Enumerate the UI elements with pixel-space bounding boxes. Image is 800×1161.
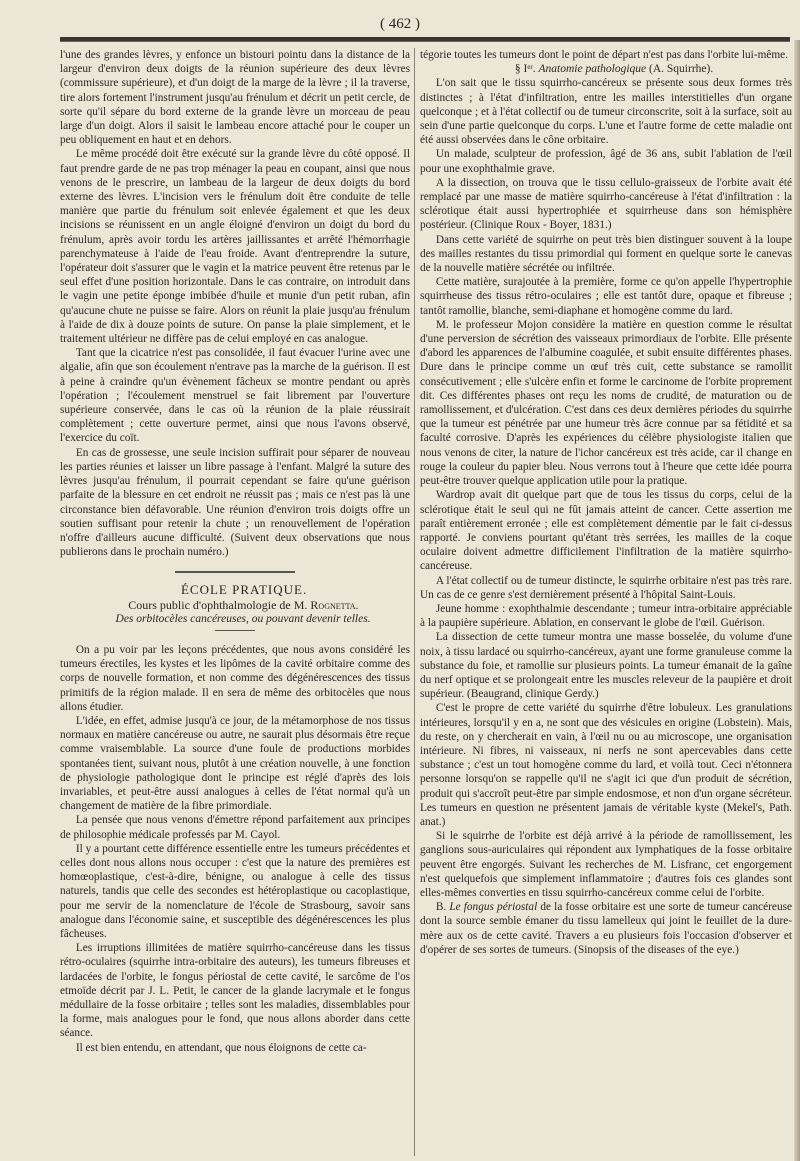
paragraph-title: Le fongus périostal	[449, 901, 538, 914]
paragraph	[420, 900, 792, 957]
column-divider	[414, 48, 415, 1156]
course-title	[60, 598, 410, 612]
subtitle-divider	[215, 630, 255, 631]
paragraph-body: de la fosse orbitaire est une sorte de tumeur cancéreuse dont la source semble émaner du tissu lamelleux qui joint le feuillet de la dure-mère aux os de cette cavité. Travers a eu plusieurs fois l'occasion d'observer et d'opérer de ses sortes de tumeurs. (Sinopsis of the diseases of the eye.)	[420, 901, 792, 956]
section-suffix: (A. Squirrhe).	[649, 63, 714, 76]
right-column	[420, 48, 792, 1156]
section-title	[420, 62, 792, 76]
paragraph: La dissection de cette tumeur montra une masse bosselée, du volume d'une noix, à tissu lardacé ou squirrho-cancéreux, ayant une forme granuleuse comme la substance du foie, et ramollie sur plusieurs points. La tumeur émanait de la gaîne du nerf optique et se prolongeait entre les muscles releveur de la paupière et droit supérieur. (Beaugrand, clinique Gerdy.)	[420, 631, 792, 701]
paragraph: Un malade, sculpteur de profession, âgé de 36 ans, subit l'ablation de l'œil pour une exophthalmie grave.	[420, 148, 792, 175]
paragraph: C'est le propre de cette variété du squirrhe d'être lobuleux. Les granulations intérieures, lorsqu'il y en a, ne sont que des vésicules en origine (Lobstein). Mais, du reste, on y chercherait en vain, à l'œil nu ou au microscope, une organisation intérieure. Ni fibres, ni vaisseaux, ni nerfs ne sont apercevables dans cette substance ; c'est un tout homogène comme du lard, et voilà tout. Ceci n'étonnera personne lorsqu'on se rappelle qu'il ne s'agit ici que d'un produit de sécrétion, produit qui s'accroît peut-être par simple endosmose, et non d'un organe sécréteur. Les tumeurs en question ne présentent jamais de véritable kyste (Mekel's, Path. anat.)	[420, 702, 792, 828]
page-edge	[794, 40, 800, 1161]
paragraph: L'on sait que le tissu squirrho-cancéreux se présente sous deux formes très distinctes ; à l'état d'infiltration, entre les mailles interstitielles d'un organe quelconque ; et à l'état collectif ou de tumeur circonscrite, soit à la surface, soit au sein d'une partie quelconque du corps. L'une et l'autre forme de cette maladie ont été aussi observées dans le cône orbitaire.	[420, 77, 792, 147]
paragraph: Les irruptions illimitées de matière squirrho-cancéreuse dans les tissus rétro-oculaires (squirrhe intra-orbitaire des auteurs), les tumeurs fibreuses et lardacées de l'orbite, le fongus périostal de cette cavité, le sarcôme de l'os etmoïde décrit par J. L. Petit, le cancer de la glande lacrymale et le fongus médullaire de la fosse orbitaire ; telles sont les maladies, dissemblables pour la forme, mais analogues pour le fond, que nous allons aborder dans cette séance.	[60, 942, 410, 1040]
section-divider	[175, 571, 295, 573]
paragraph: Jeune homme : exophthalmie descendante ; tumeur intra-orbitaire appréciable à la paupière supérieure. Ablation, en conservant le globe de l'œil. Guérison.	[420, 602, 792, 630]
section-heading: ÉCOLE PRATIQUE.	[180, 582, 308, 598]
course-author: Rognetta.	[310, 597, 359, 612]
paragraph: tégorie toutes les tumeurs dont le point de départ n'est pas dans l'orbite lui-même.	[420, 49, 788, 61]
paragraph: Tant que la cicatrice n'est pas consolidée, il faut évacuer l'urine avec une algalie, afin que son écoulement n'entrave pas la marche de la guérison. Il est à peine à craindre qu'un évènement fâcheux se montre pendant ou après l'opération ; l'écoulement menstruel se fait librement par l'ouverture supérieure conservée, dans le cas où la réunion de la plaie réussirait complètement ; cette ouverture permet, ainsi que nous l'avons observé, l'exercice du coït.	[60, 347, 410, 445]
paragraph-label: B.	[435, 901, 447, 914]
paragraph: Si le squirrhe de l'orbite est déjà arrivé à la période de ramollissement, les ganglions sous-auriculaires qui répondent aux lymphatiques de la fosse orbitaire peuvent être engorgés. Suivant les recherches de M. Lisfranc, cet engorgement n'est quelquefois que simplement inflammatoire ; d'autres fois ces glandes sont elles-mêmes converties en tissu squirrho-cancéreux comme celui de l'orbite.	[420, 830, 792, 899]
paragraph: Cette matière, surajoutée à la première, forme ce qu'on appelle l'hypertrophie squirrheuse des tissus rétro-oculaires ; elle est tantôt dure, opaque et fibreuse ; tantôt ramollie, blanche, semi-diaphane et homogène comme du lard.	[420, 276, 792, 317]
paragraph: A l'état collectif ou de tumeur distincte, le squirrhe orbitaire n'est pas très rare. Un cas de ce genre s'est dernièrement présenté à l'hôpital Saint-Louis.	[420, 574, 792, 601]
course-prefix: Cours public d'ophthalmologie de M.	[128, 597, 308, 612]
paragraph: M. le professeur Mojon considère la matière en question comme le résultat d'une perversion de sécrétion des vaisseaux primordiaux de l'orbite. Elle présente d'abord les apparences de l'albumine coagulée, et subit ensuite différentes phases. Dure dans le principe comme un œuf très cuit, cette substance se ramollit consécutivement ; elle s'ulcère enfin et forme le carcinome de l'orbite proprement dit. Ces différentes phases ont reçu les noms de crudité, de maturation ou de ramollissement, et d'ulcération. C'est dans ces deux dernières périodes du squirrhe que la tumeur est pénétrée par une humeur très âcre connue par sa fétidité et sa faculté corrosive. D'après les expériences du célèbre physiologiste italien que nous venons de citer, la nature de l'ichor cancéreux est très acide, car il change en rouge la couleur du papier bleu. Nous verrons tout à l'heure que cette idée pourra peut-être trouver quelque application utile pour la pratique.	[420, 318, 792, 488]
paragraph: A la dissection, on trouva que le tissu cellulo-graisseux de l'orbite avait été remplacé par une masse de matière squirrho-cancéreuse à l'état d'infiltration : la sclérotique était aussi hypertrophiée et squirrheuse dans son hémisphère postérieur. (Clinique Roux - Boyer, 1831.)	[420, 176, 792, 232]
paragraph: l'une des grandes lèvres, y enfonce un bistouri pointu dans la distance de la largeur d'environ deux doigts de la réunion supérieure des deux lèvres (commissure supérieure), et d'un doigt de la marge de la lèvre ; il la traverse, tire alors fortement l'instrument jusqu'au frénulum et décrit un petit cercle, de sorte qu'il sépare du bord externe de la grande lèvre un morceau de peau large d'un doigt. Alors il saisit le lambeau encore attaché pour le couper un peu obliquement en haut et en dehors.	[60, 49, 410, 147]
paragraph: L'idée, en effet, admise jusqu'à ce jour, de la métamorphose de nos tissus normaux en matière cancéreuse ou autre, ne saurait plus désormais être reçue comme vraisemblable. La source d'une foule de productions morbides spontanées tient, suivant nous, plutôt à une création nouvelle, à une fonction de physiologie pathologique dont le principe est réglé d'après des lois invariables, et peut-être aussi analogues à celles de l'état normal qu'à un changement de matière de la fibre primordiale.	[60, 714, 410, 813]
left-column	[60, 48, 410, 1156]
top-rule	[60, 37, 790, 42]
lecture-subtitle: Des orbitocèles cancéreuses, ou pouvant devenir telles.	[115, 612, 371, 625]
paragraph: Il y a pourtant cette différence essentielle entre les tumeurs précédentes et celles dont nous allons nous occuper : c'est que la nature des premières est homœoplastique, c'est-à-dire, bénigne, ou analogue à celle des tissus naturels, tandis que celle des secondes est hétéroplastique ou cacoplastique, pour me servir de la nomenclature de l'école de Strasbourg, savoir sans analogue dans l'économie saine, et susceptible des dégénérescences les plus fâcheuses.	[60, 842, 410, 940]
paragraph: La pensée que nous venons d'émettre répond parfaitement aux principes de philosophie médicale professés par M. Cayol.	[60, 814, 410, 841]
section-name: Anatomie pathologique	[538, 63, 647, 76]
page-number: ( 462 )	[380, 16, 420, 32]
paragraph: On a pu voir par les leçons précédentes, que nous avons considéré les tumeurs érectiles, les kystes et les lipômes de la cavité orbitaire comme des corps de nouvelle formation, et non comme des dégénérescences des tissus primitifs de la région malade. Il en sera de même des orbitocèles que nous allons étudier.	[60, 643, 410, 713]
paragraph: Wardrop avait dit quelque part que de tous les tissus du corps, celui de la sclérotique était le seul qui ne fût jamais atteint de cancer. Cette assertion me paraît entièrement erronée ; elle est complètement démentie par le fait ci-dessus rapporté. Je conviens pourtant qu'étant très serrées, les mailles de la coque oculaire doivent admettre difficilement l'infiltration de la matière squirrho-cancéreuse.	[420, 489, 792, 573]
section-number: § Iᵉʳ.	[514, 63, 536, 76]
paragraph: Dans cette variété de squirrhe on peut très bien distinguer souvent à la loupe des mailles restantes du tissu primordial qui forment en quelque sorte le canevas de la nouvelle matière sécrétée ou infiltrée.	[420, 233, 792, 275]
paragraph: En cas de grossesse, une seule incision suffirait pour séparer de nouveau les parties réunies et laisser un libre passage à l'enfant. Malgré la suture des lèvres jusqu'au frénulum, il pourrait cependant se faire qu'une guérison parfaite de la blessure en cet endroit ne réussit pas ; mais ce n'est pas là une circonstance bien défavorable. Une réunion d'environ trois doigts offre un soutien suffisant pour retenir la chute ; un renouvellement de l'opération n'offre d'ailleurs aucune difficulté. (Suivent deux observations que nous publierons dans le prochain numéro.)	[60, 446, 410, 559]
paragraph: Il est bien entendu, en attendant, que nous éloignons de cette ca-	[75, 1041, 367, 1054]
paragraph: Le même procédé doit être exécuté sur la grande lèvre du côté opposé. Il faut prendre garde de ne pas trop ménager la peau en coupant, ainsi que nous venons de le prescrire, un lambeau de la largeur de deux doigts du bord externe des lèvres. L'incision vers le frénulum doit être conduite de telle manière que partie du frénulum soit enlevée également et que les deux incisions se réunissent en un angle éloigné d'environ un doigt du bord du frénulum, après avoir tordu les artères jaillissantes et arrêté l'hémorrhagie parenchymateuse à l'aide de l'eau froide. Avant d'entreprendre la suture, l'opérateur doit s'assurer que le vagin et la matrice peuvent être retenus par le seul effet d'une position horizontale. Dans le cas contraire, on introduit dans le vagin une petite éponge imbibée d'huile et munie d'un petit ruban, afin qu'aucune chute ne puisse se faire. Alors on réunit la plaie jusqu'au frénulum à l'aide de dix à douze points de suture. On panse la plaie simplement, et le traitement ultérieur ne diffère pas de celui employé en cas analogue.	[60, 148, 410, 346]
